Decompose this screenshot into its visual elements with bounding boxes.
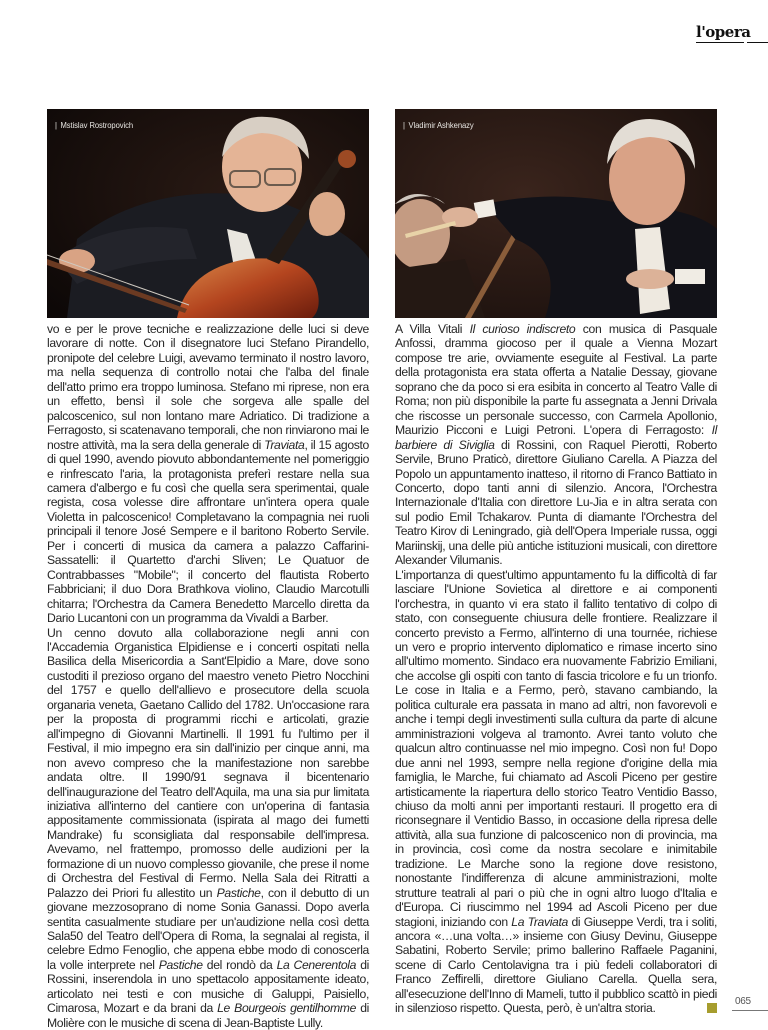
photo-caption: [55, 120, 133, 130]
photo-caption: [403, 120, 474, 130]
caption-bar: |: [55, 120, 57, 130]
italic-title: Traviata: [264, 437, 305, 452]
paragraph: A Villa Vitali Il curioso indiscreto con musica di Pasquale Anfossi, dramma giocoso per il quale a Vienna Mozart compose tre arie, ovviamente eseguite al Festival. La parte della protagonista era stata offerta a Natalie Dessay, giovane soprano che da poco si era esibita in concerto al Teatro Valle di Roma; non più disponibile la parte fu assegnata a Jenni Drivala che riscosse un personale successo, con Carmela Apollonio, Maurizio Picconi e Luigi Petroni. L'opera di Ferragosto: Il barbiere di Siviglia di Rossini, con Raquel Pierotti, Roberto Servile, Bruno Praticò, direttore Giuliano Carella. A Piazza del Popolo un appuntamento inatteso, il ritorno di Franco Battiato in Concerto, dopo tanti anni di silenzio. Ancora, l'Orchestra Internazionale d'Italia con direttore Lu-Jia e in altra serata con sul podio Emil Tchakarov. Punta di diamante l'Orchestra del Teatro Kirov di Leningrado, già dell'Opera Imperiale russa, oggi Mariinskij, una delle più antiche istituzioni musicali, con direttore Alexander Vilumanis.: [395, 322, 717, 568]
paragraph: L'importanza di quest'ultimo appuntamento fu la difficoltà di far lasciare l'Unione Sovietica al direttore e ai componenti l'orchestra, in quanto vi era stato il fallito tentativo di colpo di stato, con conseguente chiusura delle frontiere. Realizzare il concerto previsto a Fermo, all'interno di una tournée, richiese un vero e proprio intervento diplomatico e rimase incerto sino all'ultimo momento. Sindaco era nuovamente Fabrizio Emiliani, che accolse gli ospiti con tanto di fascia tricolore e fu un trionfo. Le cose in Italia e a Fermo, però, stavano cambiando, la politica culturale era passata in mano ad altri, non favorevoli e anche i tempi degli investimenti sulla cultura da parte di alcune amministrazioni volgeva al tramonto. Avrei tanto voluto che qualcun altro continuasse nel mio impegno. Così non fu! Dopo due anni nel 1993, sempre nella regione d'origine della mia famiglia, le Marche, fui chiamato ad Ascoli Piceno per gestire artisticamente la riapertura dello storico Teatro Ventidio Basso, chiuso da molti anni per importanti restauri. Il progetto era di riconsegnare il Ventidio Basso, in occasione della ripresa delle attività, alla sua funzione di palcoscenico non di provincia, ma in provincia, così come da nostra secolare e inimitabile tradizione. Le Marche sono la regione dove resistono, nonostante l'indifferenza di alcune amministrazioni, molte strutture teatrali al pari o più che in ogni altro luogo d'Italia e d'Europa. Ci riuscimmo nel 1994 ad Ascoli Piceno per due stagioni, iniziando con La Traviata di Giuseppe Verdi, tra i soliti, ancora «…una volta…» insieme con Giusy Devinu, Giuseppe Sabatini, Roberto Servile; primo ballerino Raffaele Paganini, scene di Carlo Centolavigna tra i più fedeli collaboratori di Franco Zeffirelli, direttore Giuliano Carella. Quella sera, all'esecuzione dell'Inno di Mameli, tutto il pubblico scattò in piedi in silenzioso rispetto. Questa, però, è un'altra storia.: [395, 567, 717, 1016]
section-title: l'opera: [696, 23, 751, 41]
italic-title: Pastiche: [158, 957, 203, 972]
cellist-photo-illustration: [47, 109, 369, 318]
article-column-left: [47, 322, 369, 1030]
italic-title: Il curioso indiscreto: [469, 322, 576, 336]
paragraph: vo e per le prove tecniche e realizzazione delle luci si deve lavorare di notte. Con il disegnatore luci Stefano Pirandello, pronipote del celebre Luigi, avevamo terminato il nostro lavoro, ma nella sequenza di controllo notai che l'alba del finale dell'atto primo era troppo luminosa. Stefano mi riprese, non era un effetto, bensì il sole che sorgeva alle spalle del palcoscenico, sul non lontano mare Adriatico. Di tradizione a Ferragosto, si scatenavano temporali, che non rinviarono mai le nostre attività, ma la sera della generale di Traviata, il 15 agosto di quel 1990, avendo piovuto abbondantemente nel pomeriggio e rinfrescato l'aria, la protagonista preferì restare nella sua camera d'albergo e fu così che quella sera sperimentai, quale regista, cosa volesse dire affrontare un'intera opera quale Violetta in palcoscenico! Completavano la compagnia nei ruoli principali il tenore José Sempere e il baritono Roberto Servile. Per i concerti di musica da camera a palazzo Caffarini-Sassatelli: il Quartetto d'archi Sliven; Le Quatuor de Contrabbasses "Mobile"; il concerto del flautista Roberto Fabbriciani; il duo Dora Brathkova violino, Claudio Marcotulli chitarra; l'Orchestra da Camera Benedetto Marcello diretta da Dario Lucantoni con un programma da Vivaldi a Barber.: [47, 322, 369, 626]
end-of-article-mark: [707, 1003, 717, 1013]
caption-bar: |: [403, 120, 405, 130]
header-rule: [696, 42, 744, 43]
caption-text: Mstislav Rostropovich: [60, 120, 134, 130]
conductor-photo-illustration: [395, 109, 717, 318]
italic-title: La Cenerentola: [276, 957, 357, 972]
italic-title: La Traviata: [511, 914, 568, 929]
italic-title: Il barbiere di Siviglia: [395, 423, 717, 452]
paragraph: Un cenno dovuto alla collaborazione negli anni con l'Accademia Organistica Elpidiense e i concerti ospitati nella Basilica della Misericordia a Sant'Elpidio a Mare, dove sono custoditi il prezioso organo del maestro veneto Pietro Nocchini del 1757 e quello dell'allievo e prosecutore della scuola organaria veneta, Gaetano Callido del 1782. Un'occasione rara per la proposta di programmi ricchi e articolati, grazie all'impegno di Giovanni Martinelli. Il 1991 fu l'ultimo per il Festival, il mio impegno era sin dall'inizio per cinque anni, ma non avevo compreso che la manifestazione non sarebbe andata oltre. Il 1990/91 segnava il bicentenario dell'inaugurazione del Teatro dell'Aquila, ma una sia pur limitata iniziativa all'interno del cantiere con un'operina di fantasia appositamente commissionata (ispirata al mago dei fumetti Mandrake) fu sconsigliata dal responsabile dell'impresa. Avevamo, nel frattempo, promosso delle audizioni per la formazione di un nuovo complesso giovanile, che prese il nome di Orchestra del Festival di Fermo. Nella Sala dei Ritratti a Palazzo dei Priori fu allestito un Pastiche, con il debutto di un giovane mezzosoprano di nome Sonia Ganassi. Dopo averla sentita casualmente studiare per un'audizione nella così detta Sala50 del Teatro dell'Opera di Roma, la segnalai al regista, il celebre Edmo Fenoglio, che appena ebbe modo di conoscerla la volle interprete nel Pastiche del rondò da La Cenerentola di Rossini, inserendola in uno spettacolo appositamente ideato, articolato nei testi e con musiche di Galuppi, Paisiello, Cimarosa, Mozart e da brani da Le Bourgeois gentilhomme di Molière con le musiche di scena di Jean-Baptiste Lully.: [47, 625, 369, 1030]
photo-rostropovich: [47, 109, 369, 318]
caption-text: Vladimir Ashkenazy: [408, 120, 474, 130]
section-header: [690, 22, 768, 44]
article-column-right: [395, 322, 717, 1016]
footer-rule: [732, 1010, 768, 1011]
italic-title: Pastiche: [216, 885, 261, 900]
page-number: 065: [735, 996, 751, 1007]
header-rule-extension: [747, 42, 768, 43]
italic-title: Le Bourgeois gentilhomme: [217, 1001, 357, 1016]
photo-ashkenazy: [395, 109, 717, 318]
